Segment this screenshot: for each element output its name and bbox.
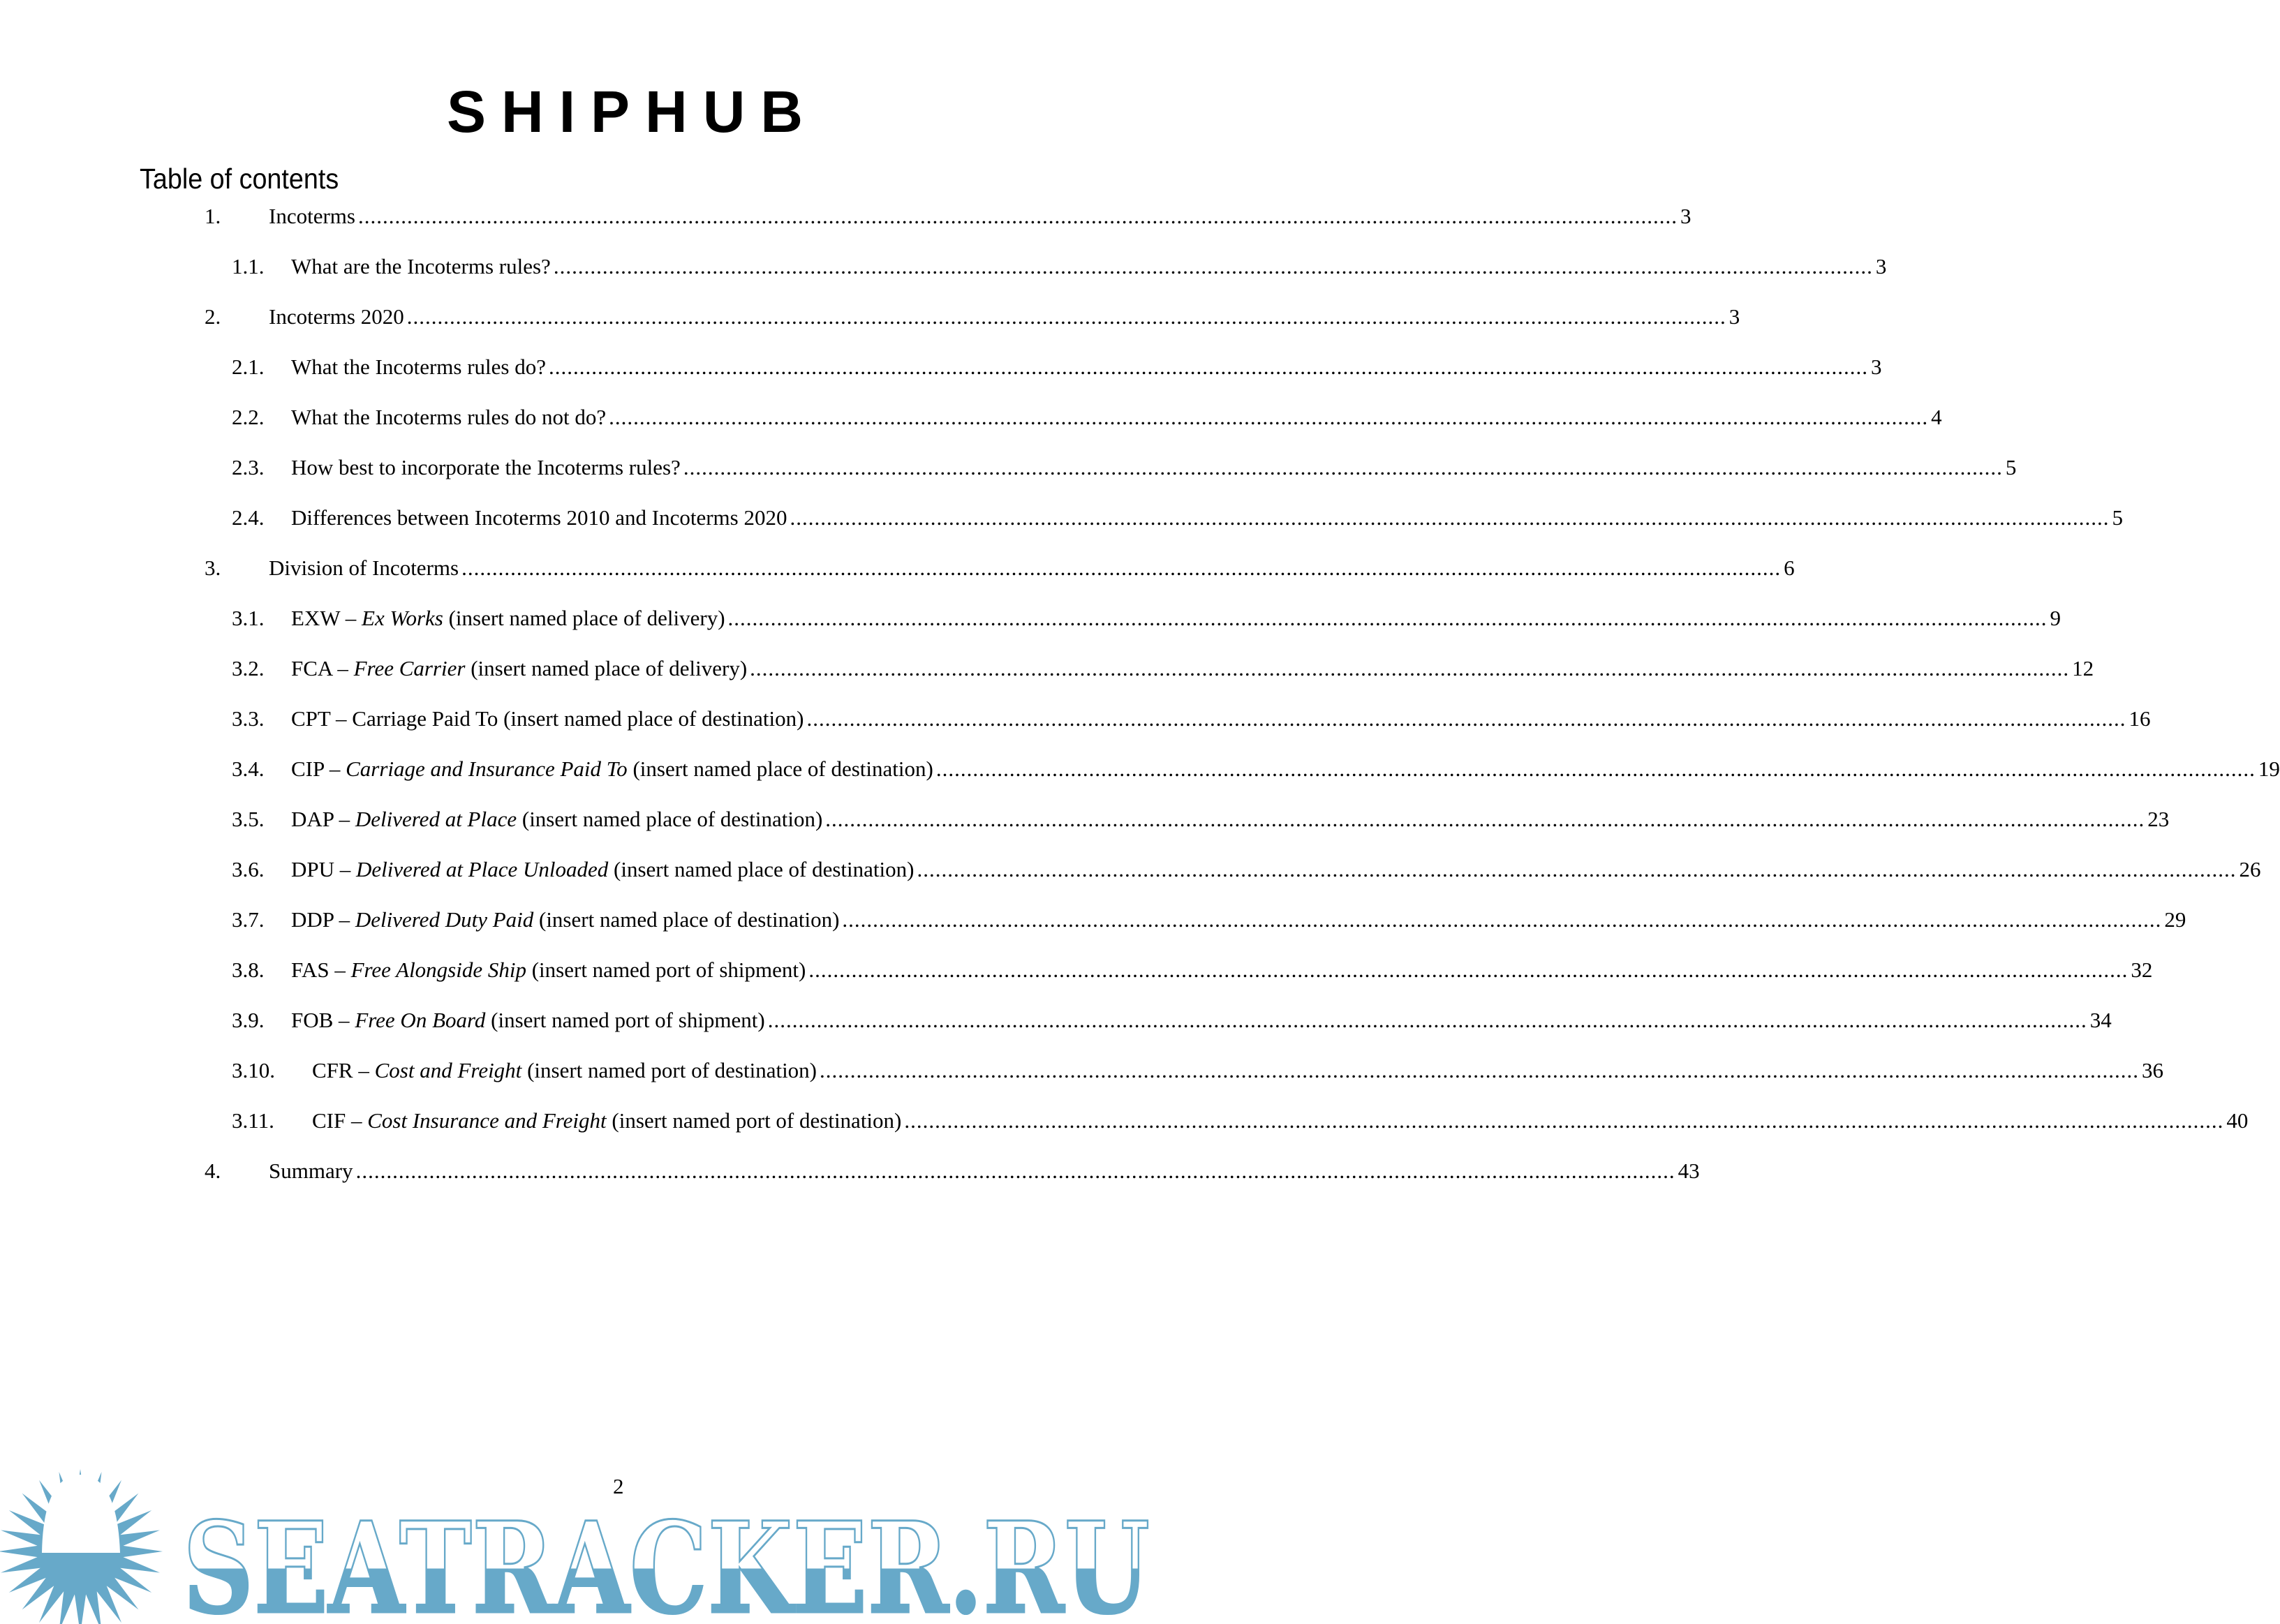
- dot-leader: [554, 253, 1873, 281]
- toc-entry-title[interactable]: [291, 454, 2006, 482]
- toc-entry[interactable]: [205, 202, 1692, 230]
- toc-entry-title[interactable]: [291, 403, 1931, 431]
- toc-entry-title[interactable]: [312, 1107, 2226, 1135]
- title-text: FAS –: [291, 958, 351, 982]
- title-suffix: (insert named port of destination): [521, 1058, 817, 1082]
- toc-entry-number: 2.3.: [232, 455, 265, 479]
- toc-entry-page: 3: [1870, 355, 1882, 379]
- title-italic: Cost and Freight: [374, 1058, 522, 1082]
- toc-entry-page: 29: [2164, 907, 2186, 932]
- title-text: What the Incoterms rules do?: [291, 355, 546, 379]
- title-text: Differences between Incoterms 2010 and Incoterms 2020: [291, 505, 787, 530]
- toc-entry-number: 3.11.: [232, 1108, 274, 1133]
- toc-entry[interactable]: [205, 1157, 1700, 1185]
- toc-entry-page: 9: [2050, 606, 2061, 630]
- toc-entry-number: 3.5.: [232, 807, 265, 831]
- toc-entry-title[interactable]: [291, 906, 2164, 934]
- toc-entry[interactable]: [232, 504, 2123, 532]
- toc-entry-number: 2.2.: [232, 405, 265, 429]
- toc-entry-number: 3.9.: [232, 1008, 265, 1032]
- title-text: What the Incoterms rules do not do?: [291, 405, 607, 429]
- title-italic: Free Carrier: [353, 656, 466, 680]
- title-text: CPT – Carriage Paid To (insert named place of destination): [291, 706, 804, 731]
- dot-leader: [820, 1057, 2139, 1085]
- title-suffix: (insert named place of destination): [517, 807, 823, 831]
- dot-leader: [936, 755, 2256, 783]
- toc-entry[interactable]: [232, 906, 2186, 934]
- toc-entry-number: 3.8.: [232, 958, 265, 982]
- toc-entry-title[interactable]: [291, 604, 2050, 632]
- toc-entry-number: 2.: [205, 304, 221, 329]
- title-suffix: (insert named port of shipment): [485, 1008, 765, 1032]
- toc-entry-number: 2.4.: [232, 505, 265, 530]
- title-italic: Delivered Duty Paid: [355, 907, 534, 932]
- toc-entry-title[interactable]: [291, 353, 1871, 381]
- toc-entry-page: 19: [2258, 757, 2280, 781]
- toc-entry-title[interactable]: [269, 202, 1680, 230]
- dot-leader: [808, 956, 2128, 984]
- shiphub-logo: SHIPHUB: [447, 79, 819, 144]
- toc-entry-number: 3.1.: [232, 606, 265, 630]
- dot-leader: [609, 403, 1928, 431]
- toc-entry-number: 3.2.: [232, 656, 265, 680]
- toc-entry-page: 43: [1678, 1159, 1700, 1183]
- toc-entry-number: 3.10.: [232, 1058, 275, 1082]
- toc-entry-page: 40: [2226, 1108, 2249, 1133]
- toc-entry[interactable]: [205, 303, 1740, 331]
- dot-leader: [842, 906, 2161, 934]
- toc-entry-title[interactable]: [291, 705, 2129, 733]
- toc-entry-page: 16: [2129, 706, 2151, 731]
- toc-entry-page: 6: [1784, 556, 1795, 580]
- toc-entry-page: 12: [2072, 656, 2094, 680]
- title-suffix: (insert named place of destination): [627, 757, 933, 781]
- title-text: DAP –: [291, 807, 355, 831]
- dot-leader: [356, 1157, 1675, 1185]
- dot-leader: [917, 856, 2236, 884]
- title-text: Incoterms: [269, 204, 355, 228]
- title-italic: Free Alongside Ship: [350, 958, 526, 982]
- toc-entry-number: 1.: [205, 204, 221, 228]
- toc-entry-title[interactable]: [269, 303, 1729, 331]
- toc-entry[interactable]: [232, 655, 2094, 683]
- title-suffix: (insert named port of shipment): [526, 958, 806, 982]
- toc-entry-page: 3: [1728, 304, 1740, 329]
- title-italic: Delivered at Place Unloaded: [356, 857, 609, 881]
- toc-entry-page: 34: [2089, 1008, 2112, 1032]
- toc-entry-page: 5: [2112, 505, 2123, 530]
- toc-entry-title[interactable]: [269, 554, 1784, 582]
- toc-entry[interactable]: [232, 454, 2017, 482]
- toc-entry-title[interactable]: [269, 1157, 1678, 1185]
- title-text: FCA –: [291, 656, 354, 680]
- toc-entry-page: 36: [2142, 1058, 2164, 1082]
- title-suffix: (insert named port of destination): [606, 1108, 902, 1133]
- toc-entry-title[interactable]: [312, 1057, 2142, 1085]
- toc-entry-page: 26: [2239, 857, 2261, 881]
- toc-entry-title[interactable]: [291, 856, 2239, 884]
- dot-leader: [750, 655, 2069, 683]
- title-text: CIF –: [312, 1108, 368, 1133]
- dot-leader: [904, 1107, 2223, 1135]
- title-text: DPU –: [291, 857, 357, 881]
- toc-entry[interactable]: [232, 253, 1887, 281]
- toc-entry-number: 2.1.: [232, 355, 265, 379]
- title-italic: Ex Works: [362, 606, 443, 630]
- dot-leader: [825, 805, 2145, 833]
- toc-entry[interactable]: [232, 604, 2061, 632]
- toc-entry-title[interactable]: [291, 253, 1876, 281]
- title-text: Incoterms 2020: [269, 304, 404, 329]
- toc-entry-title[interactable]: [291, 655, 2072, 683]
- toc-entry-number: 3.7.: [232, 907, 265, 932]
- toc-entry[interactable]: [232, 353, 1882, 381]
- page-number: 2: [613, 1474, 624, 1498]
- dot-leader: [358, 202, 1678, 230]
- toc-entry-title[interactable]: [291, 805, 2147, 833]
- dot-leader: [806, 705, 2126, 733]
- toc-entry-page: 3: [1680, 204, 1692, 228]
- toc-entry[interactable]: [232, 1057, 2164, 1085]
- watermark-text: SEATRACKER.RU: [183, 1495, 1150, 1624]
- title-suffix: (insert named place of destination): [533, 907, 840, 932]
- toc-entry-title[interactable]: [291, 504, 2112, 532]
- toc-entry-page: 23: [2147, 807, 2170, 831]
- title-text: What are the Incoterms rules?: [291, 254, 551, 278]
- dot-leader: [790, 504, 2109, 532]
- title-text: CIP –: [291, 757, 346, 781]
- title-text: DDP –: [291, 907, 355, 932]
- toc-entry-number: 3.3.: [232, 706, 265, 731]
- toc-entry-page: 4: [1931, 405, 1942, 429]
- toc-entry[interactable]: [232, 805, 2170, 833]
- toc-entry[interactable]: [232, 856, 2261, 884]
- dot-leader: [683, 454, 2003, 482]
- toc-entry-number: 1.1.: [232, 254, 265, 278]
- toc-entry[interactable]: [232, 403, 1942, 431]
- toc-entry-title[interactable]: [291, 1006, 2090, 1034]
- title-italic: Cost Insurance and Freight: [367, 1108, 607, 1133]
- toc-entry[interactable]: [232, 705, 2151, 733]
- title-suffix: (insert named place of destination): [608, 857, 915, 881]
- toc-entry[interactable]: [232, 755, 2280, 783]
- toc-entry-page: 3: [1875, 254, 1887, 278]
- toc-entry-number: 4.: [205, 1159, 221, 1183]
- toc-entry-page: 32: [2131, 958, 2153, 982]
- toc-entry-number: 3.: [205, 556, 221, 580]
- toc-entry-number: 3.4.: [232, 757, 265, 781]
- title-text: Summary: [269, 1159, 353, 1183]
- seatracker-watermark: [0, 1469, 1155, 1624]
- dot-leader: [407, 303, 1726, 331]
- title-suffix: (insert named place of delivery): [443, 606, 725, 630]
- dot-leader: [728, 604, 2048, 632]
- toc-entry[interactable]: [232, 1107, 2249, 1135]
- title-italic: Free On Board: [355, 1008, 486, 1032]
- dot-leader: [549, 353, 1868, 381]
- title-italic: Delivered at Place: [355, 807, 517, 831]
- title-text: CFR –: [312, 1058, 375, 1082]
- title-suffix: (insert named place of delivery): [465, 656, 748, 680]
- title-text: How best to incorporate the Incoterms rules?: [291, 455, 681, 479]
- title-text: EXW –: [291, 606, 362, 630]
- title-italic: Carriage and Insurance Paid To: [346, 757, 628, 781]
- toc-entry[interactable]: [205, 554, 1795, 582]
- dot-leader: [768, 1006, 2087, 1034]
- toc-entry[interactable]: [232, 956, 2153, 984]
- toc-heading: Table of contents: [140, 163, 339, 195]
- toc-entry-title[interactable]: [291, 755, 2258, 783]
- toc-entry-title[interactable]: [291, 956, 2131, 984]
- toc-entry[interactable]: [232, 1006, 2112, 1034]
- toc-entry-number: 3.6.: [232, 857, 265, 881]
- dot-leader: [461, 554, 1781, 582]
- toc-entry-page: 5: [2005, 455, 2017, 479]
- title-text: Division of Incoterms: [269, 556, 459, 580]
- title-text: FOB –: [291, 1008, 355, 1032]
- sun-icon: [0, 1469, 163, 1624]
